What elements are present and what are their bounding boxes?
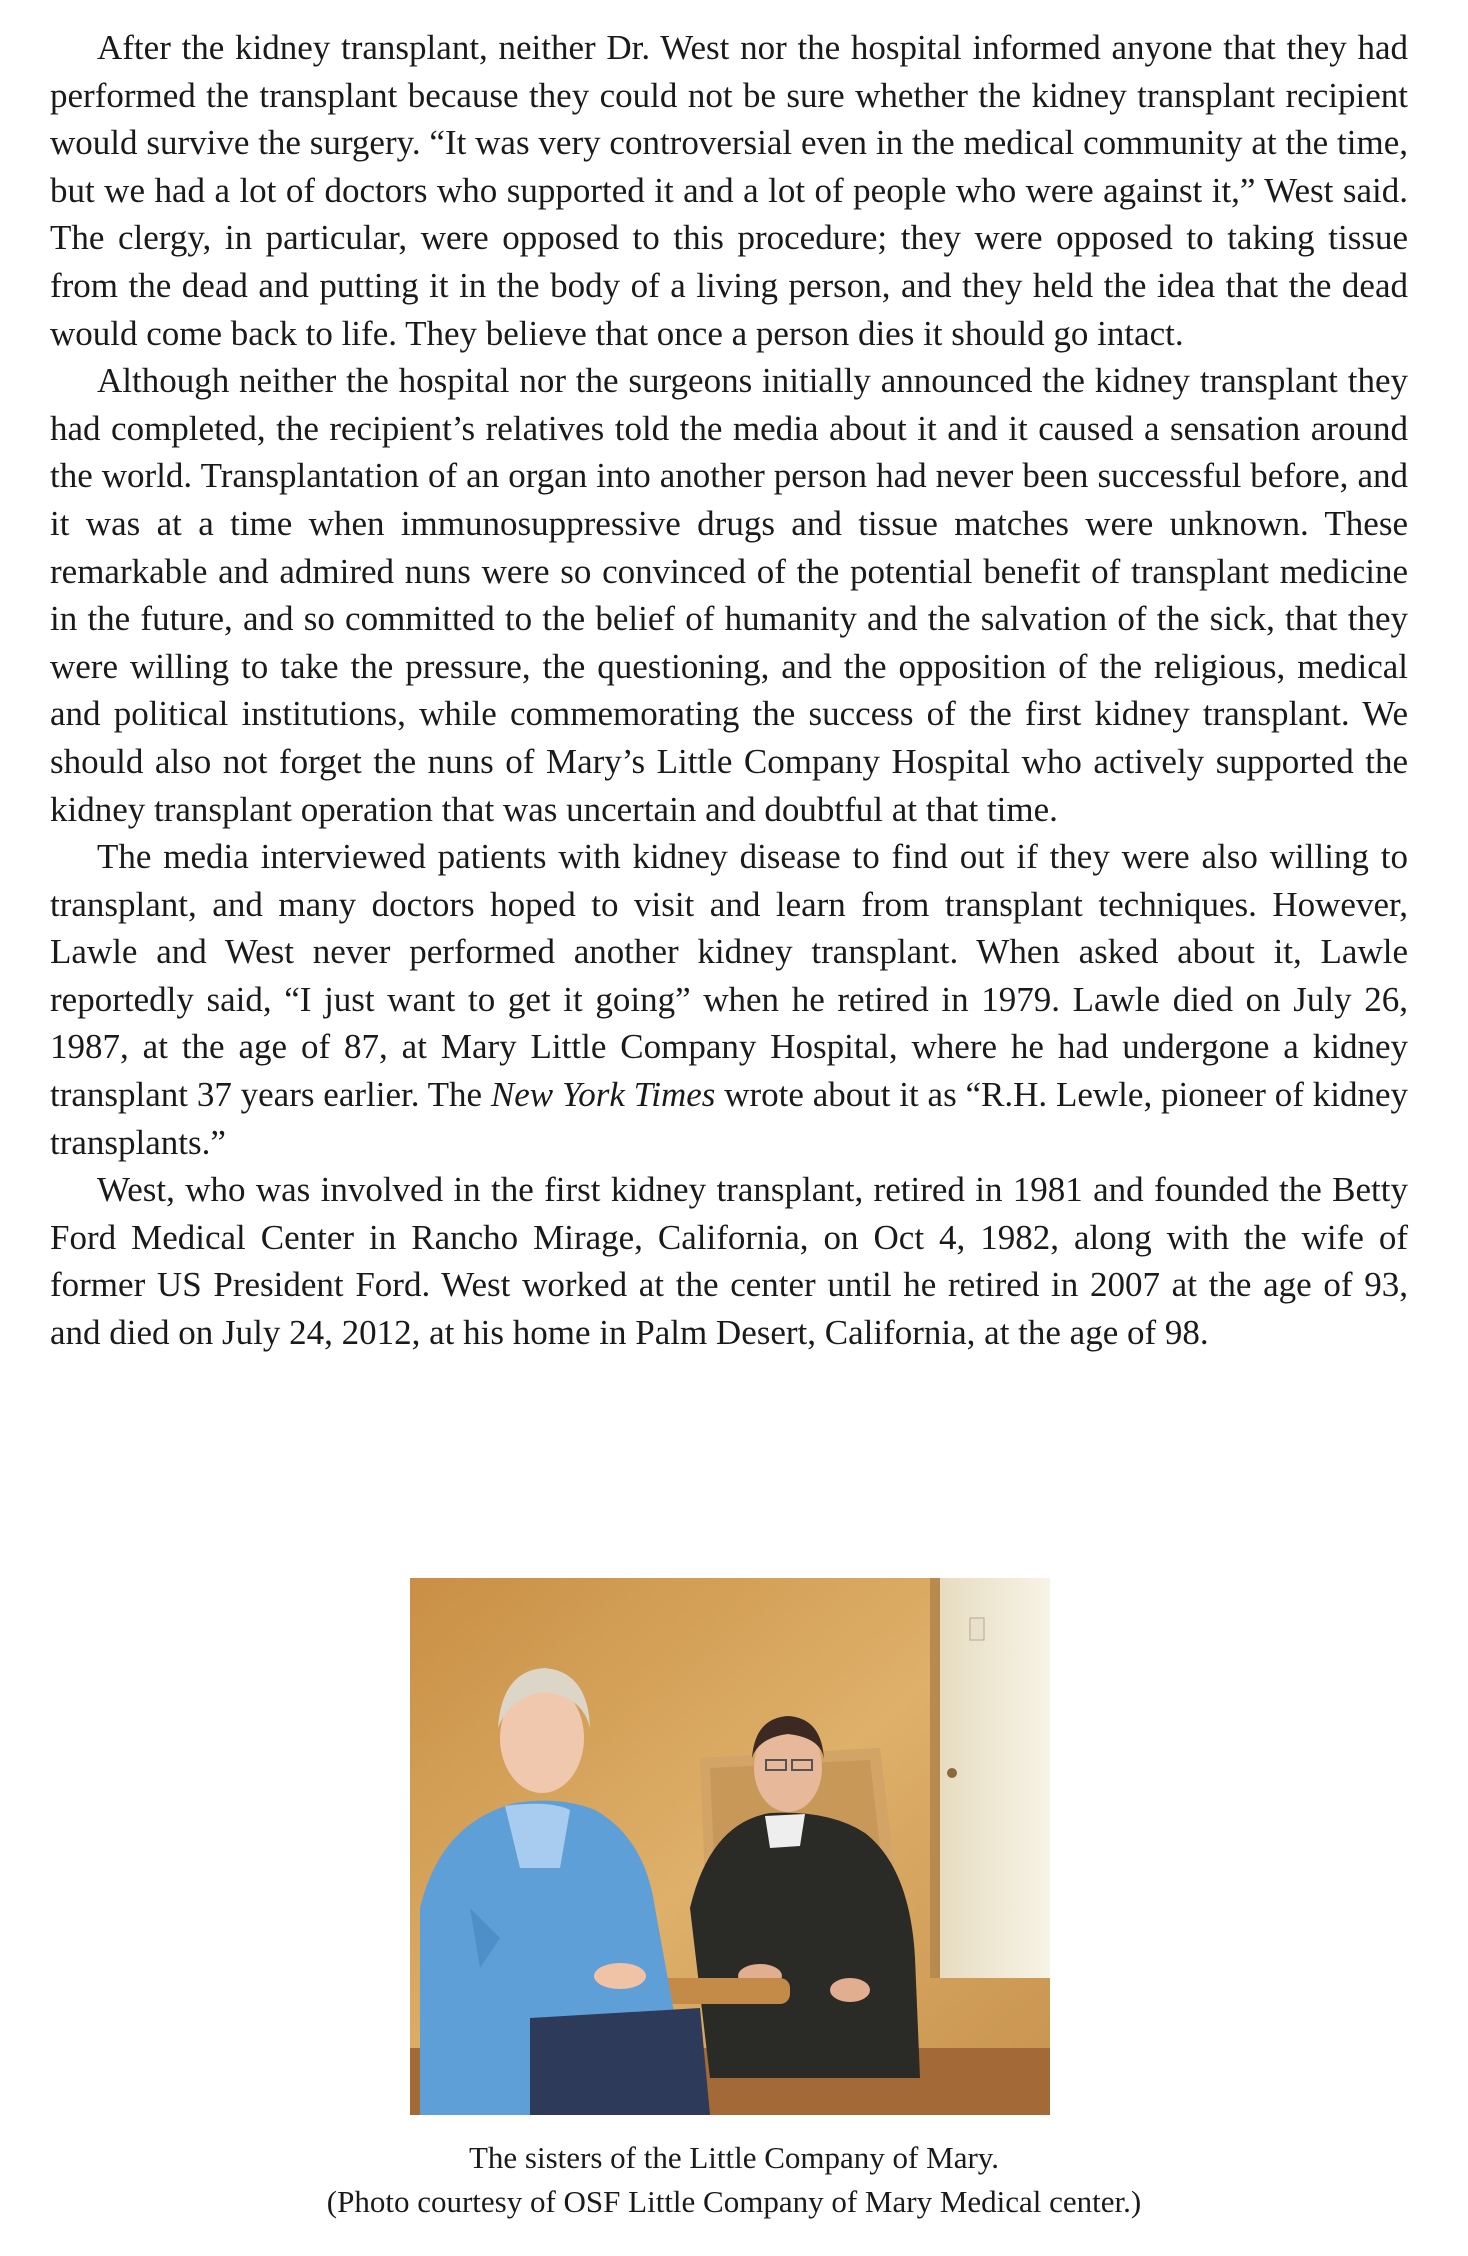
article-body <box>50 24 1408 1357</box>
nuns-photo <box>410 1578 1050 2115</box>
figure-caption-line-1: The sisters of the Little Company of Mary. <box>468 2140 1000 2175</box>
paragraph-1: After the kidney transplant, neither Dr. West nor the hospital informed anyone that they had performed the transplant because they could not be sure whether the kidney transplant recipient would survive the surgery. “It was very controversial even in the medical community at the time, but we had a lot of doctors who supported it and a lot of people who were against it,” West said. The clergy, in particular, were opposed to this procedure; they were opposed to taking tissue from the dead and putting it in the body of a living person, and they held the idea that the dead would come back to life. They believe that once a person dies it should go intact. <box>50 28 1408 353</box>
newspaper-title: New York Times <box>490 1075 716 1115</box>
paragraph-3-text-before: The media interviewed patients with kidney disease to find out if they were also willing to transplant, and many doctors hoped to visit and learn from transplant techniques. However, Lawle and West never performed another kidney transplant. When asked about it, Lawle reportedly said, “I just want to get it going” when he retired in 1979. Lawle died on July 26, 1987, at the age of 87, at Mary Little Company Hospital, where he had undergone a kidney transplant 37 years earlier. The <box>50 837 1408 1115</box>
paragraph-4: West, who was involved in the first kidney transplant, retired in 1981 and founded the Betty Ford Medical Center in Rancho Mirage, California, on Oct 4, 1982, along with the wife of former US President Ford. West worked at the center until he retired in 2007 at the age of 93, and died on July 24, 2012, at his home in Palm Desert, California, at the age of 98. <box>50 1170 1408 1353</box>
figure-caption-line-2: (Photo courtesy of OSF Little Company of Mary Medical center.) <box>326 2184 1142 2219</box>
paragraph-3 <box>50 833 1408 1166</box>
paragraph-3-text-after: wrote about it as “R.H. Lewle, pioneer of kidney transplants.” <box>50 1075 1409 1162</box>
door <box>938 1578 1050 1978</box>
paragraph-2: Although neither the hospital nor the surgeons initially announced the kidney transplant they had completed, the recipient’s relatives told the media about it and it caused a sensation around the world. Transplantation of an organ into another person had never been successful before, and it was at a time when immunosuppressive drugs and tissue matches were unknown. These remarkable and admired nuns were so convinced of the potential benefit of transplant medicine in the future, and so committed to the belief of humanity and the salvation of the sick, that they were willing to take the pressure, the questioning, and the opposition of the religious, medical and political institutions, while commemorating the success of the first kidney transplant. We should also not forget the nuns of Mary’s Little Company Hospital who actively supported the kidney transplant operation that was uncertain and doubtful at that time. <box>50 361 1408 829</box>
